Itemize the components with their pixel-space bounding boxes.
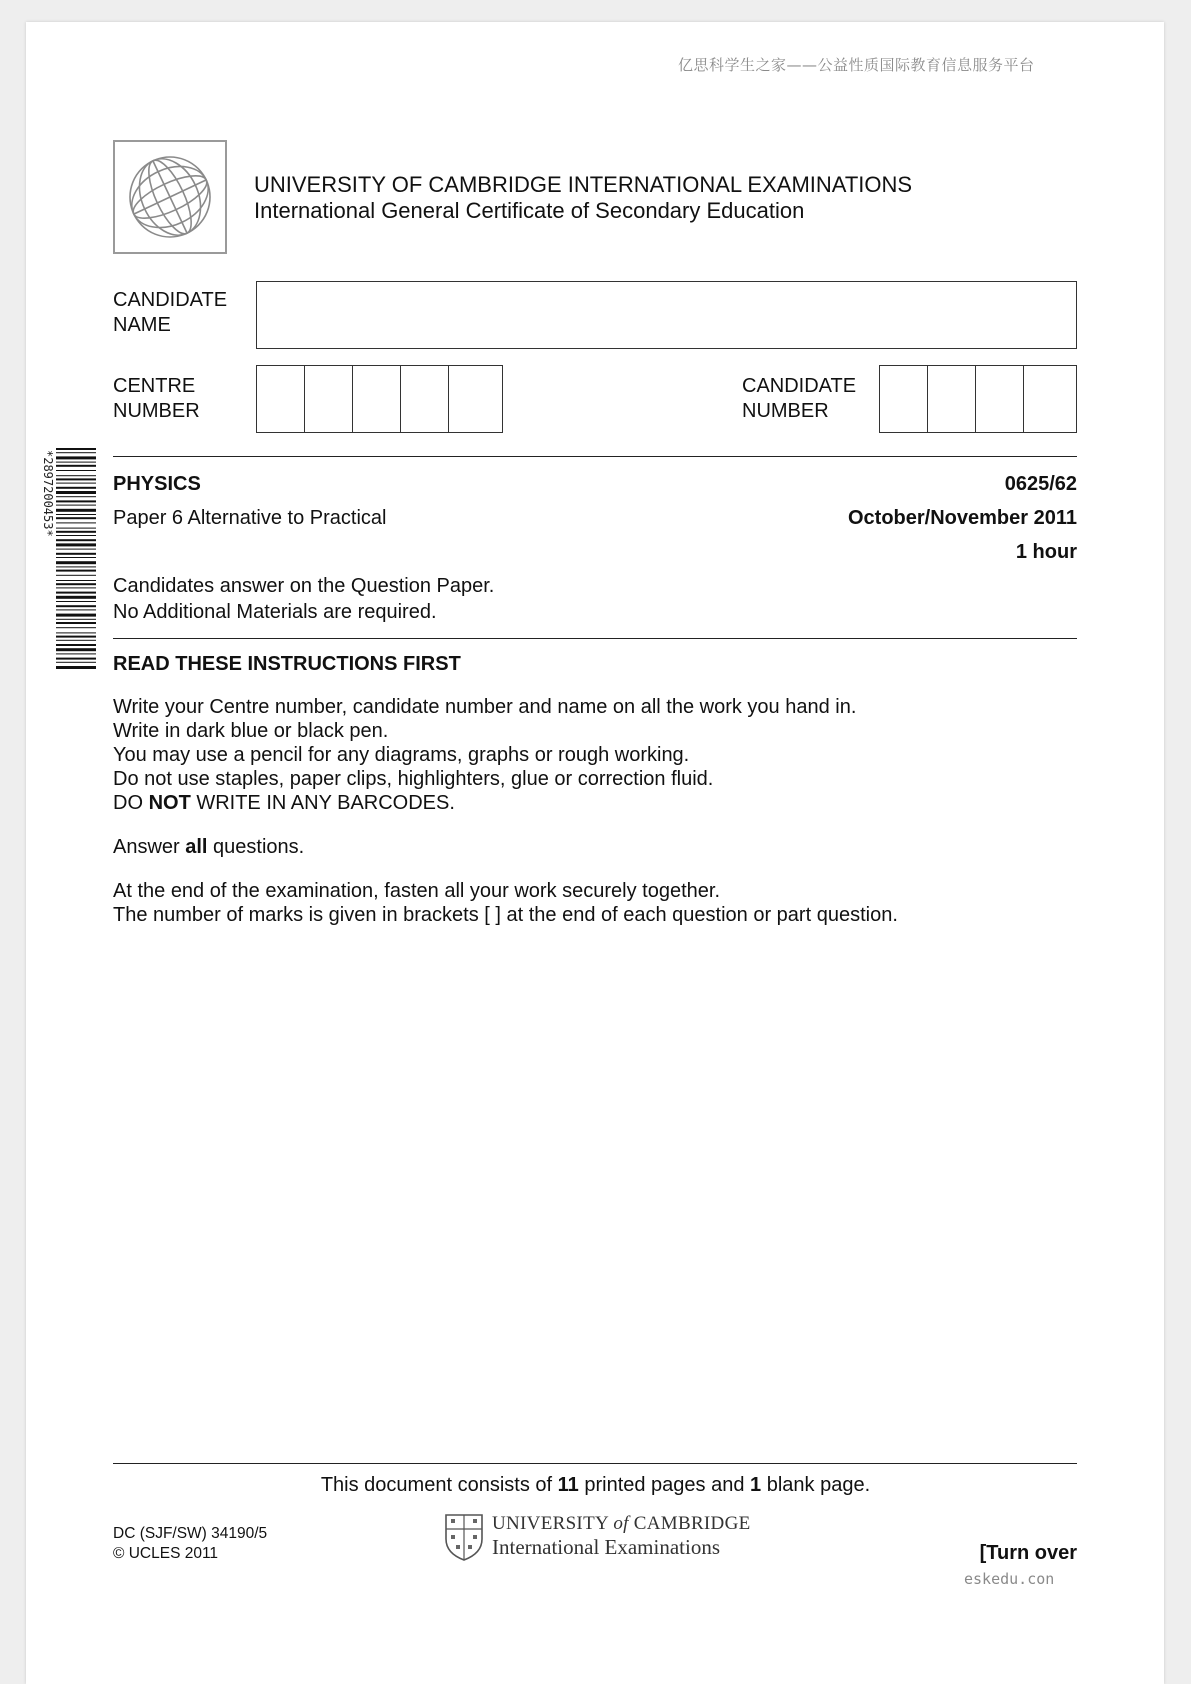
instruction-line: Write in dark blue or black pen. bbox=[113, 720, 389, 742]
barcode-bar bbox=[56, 522, 96, 523]
barcode-bar bbox=[56, 648, 96, 651]
barcode-bar bbox=[56, 478, 96, 480]
barcode-bar bbox=[56, 596, 96, 599]
barcode-bar bbox=[56, 566, 96, 567]
barcode-bar bbox=[56, 587, 96, 588]
barcode-bar bbox=[56, 658, 96, 660]
barcode-bar bbox=[56, 640, 96, 641]
instruction-line: DO NOT WRITE IN ANY BARCODES. bbox=[113, 792, 455, 814]
paper-title: Paper 6 Alternative to Practical bbox=[113, 507, 387, 529]
candidate-number-cell[interactable] bbox=[880, 366, 928, 432]
barcode-bar bbox=[56, 575, 96, 576]
barcode bbox=[38, 448, 98, 674]
instruction-line: You may use a pencil for any diagrams, graphs or rough working. bbox=[113, 744, 690, 766]
qualification-name: International General Certificate of Secondary Education bbox=[254, 198, 805, 223]
barcode-bar bbox=[56, 601, 96, 602]
barcode-bar bbox=[56, 448, 96, 450]
bottom-watermark: eskedu.con bbox=[964, 1570, 1055, 1588]
barcode-bar bbox=[56, 580, 96, 581]
barcode-bar bbox=[56, 456, 96, 459]
barcode-bar bbox=[56, 462, 96, 463]
cambridge-logo-line2: International Examinations bbox=[492, 1535, 721, 1559]
barcode-bar bbox=[56, 543, 96, 546]
answer-all-line: Answer all questions. bbox=[113, 836, 305, 858]
centre-number-cell[interactable] bbox=[401, 366, 449, 432]
barcode-bar bbox=[56, 491, 96, 494]
barcode-bar bbox=[56, 483, 96, 484]
candidate-number-cell[interactable] bbox=[976, 366, 1024, 432]
barcode-bar bbox=[56, 539, 96, 541]
barcode-bar bbox=[56, 500, 96, 502]
barcode-text: *2897200453* bbox=[41, 450, 55, 537]
barcode-bar bbox=[56, 549, 96, 550]
barcode-bar bbox=[56, 636, 96, 638]
exam-duration: 1 hour bbox=[1015, 541, 1077, 563]
instruction-line: Write your Centre number, candidate number and name on all the work you hand in. bbox=[113, 696, 857, 718]
candidate-number-label: CANDIDATE NUMBER bbox=[742, 375, 857, 422]
barcode-bar bbox=[56, 605, 96, 607]
candidate-name-field[interactable] bbox=[256, 281, 1077, 349]
instructions-heading: READ THESE INSTRUCTIONS FIRST bbox=[113, 653, 461, 675]
divider bbox=[113, 456, 1077, 457]
barcode-bar bbox=[56, 644, 96, 646]
barcode-bar bbox=[56, 561, 96, 564]
top-watermark: 亿思科学生之家——公益性质国际教育信息服务平台 bbox=[678, 56, 1035, 74]
turn-over: [Turn over bbox=[979, 1542, 1077, 1564]
barcode-bar bbox=[56, 662, 96, 663]
barcode-bar bbox=[56, 505, 96, 506]
page-count-note: This document consists of 11 printed pages and 1 blank page. bbox=[320, 1474, 871, 1496]
barcode-bar bbox=[56, 583, 96, 585]
barcode-bar bbox=[56, 475, 96, 476]
centre-number-cell[interactable] bbox=[305, 366, 353, 432]
instruction-line: Do not use staples, paper clips, highlighters, glue or correction fluid. bbox=[113, 768, 714, 790]
subject: PHYSICS bbox=[113, 473, 201, 495]
barcode-bar bbox=[56, 614, 96, 617]
instructions-body bbox=[113, 695, 898, 947]
materials-note: No Additional Materials are required. bbox=[113, 601, 437, 623]
barcode-bar bbox=[56, 487, 96, 489]
candidate-number-cell[interactable] bbox=[1024, 366, 1072, 432]
centre-number-field[interactable] bbox=[256, 365, 503, 433]
barcode-bar bbox=[56, 535, 96, 536]
candidate-name-label: CANDIDATE NAME bbox=[113, 289, 228, 336]
barcode-bar bbox=[56, 517, 96, 519]
cambridge-logo bbox=[444, 1513, 751, 1561]
centre-number-cell[interactable] bbox=[449, 366, 497, 432]
barcode-bar bbox=[56, 622, 96, 624]
barcode-bar bbox=[56, 570, 96, 572]
divider bbox=[113, 638, 1077, 639]
barcode-bar bbox=[56, 557, 96, 558]
globe-icon bbox=[124, 151, 216, 243]
centre-number-cell[interactable] bbox=[257, 366, 305, 432]
exam-session: October/November 2011 bbox=[848, 507, 1077, 529]
barcode-bar bbox=[56, 627, 96, 628]
instruction-line: At the end of the examination, fasten all your work securely together. bbox=[113, 880, 721, 902]
barcode-bar bbox=[56, 632, 96, 633]
barcode-bar bbox=[56, 528, 96, 529]
divider bbox=[113, 1463, 1077, 1464]
barcode-bar bbox=[56, 514, 96, 515]
centre-number-cell[interactable] bbox=[353, 366, 401, 432]
instruction-line: The number of marks is given in brackets [ ] at the end of each question or part question. bbox=[113, 904, 898, 926]
barcode-bar bbox=[56, 553, 96, 555]
answer-on-paper: Candidates answer on the Question Paper. bbox=[113, 575, 495, 597]
barcode-bar bbox=[56, 470, 96, 471]
barcode-bar bbox=[56, 653, 96, 654]
document-reference: DC (SJF/SW) 34190/5 © UCLES 2011 bbox=[113, 1525, 268, 1562]
barcode-bar bbox=[56, 531, 96, 533]
barcode-graphic bbox=[38, 448, 98, 674]
barcode-bar bbox=[56, 609, 96, 610]
globe-logo bbox=[113, 140, 227, 254]
university-name: UNIVERSITY OF CAMBRIDGE INTERNATIONAL EXAMINATIONS bbox=[254, 172, 913, 197]
cambridge-logo-line1: UNIVERSITY of CAMBRIDGE bbox=[492, 1513, 751, 1534]
barcode-bar bbox=[56, 592, 96, 594]
barcode-bar bbox=[56, 619, 96, 620]
barcode-bar bbox=[56, 465, 96, 467]
barcode-bar bbox=[56, 452, 96, 453]
cambridge-shield-icon bbox=[444, 1513, 484, 1561]
barcode-bar bbox=[56, 666, 96, 669]
barcode-bar bbox=[56, 509, 96, 512]
candidate-number-field[interactable] bbox=[879, 365, 1077, 433]
candidate-number-cell[interactable] bbox=[928, 366, 976, 432]
barcode-bar bbox=[56, 496, 96, 497]
paper-code: 0625/62 bbox=[1004, 473, 1077, 495]
centre-number-label: CENTRE NUMBER bbox=[113, 375, 200, 422]
